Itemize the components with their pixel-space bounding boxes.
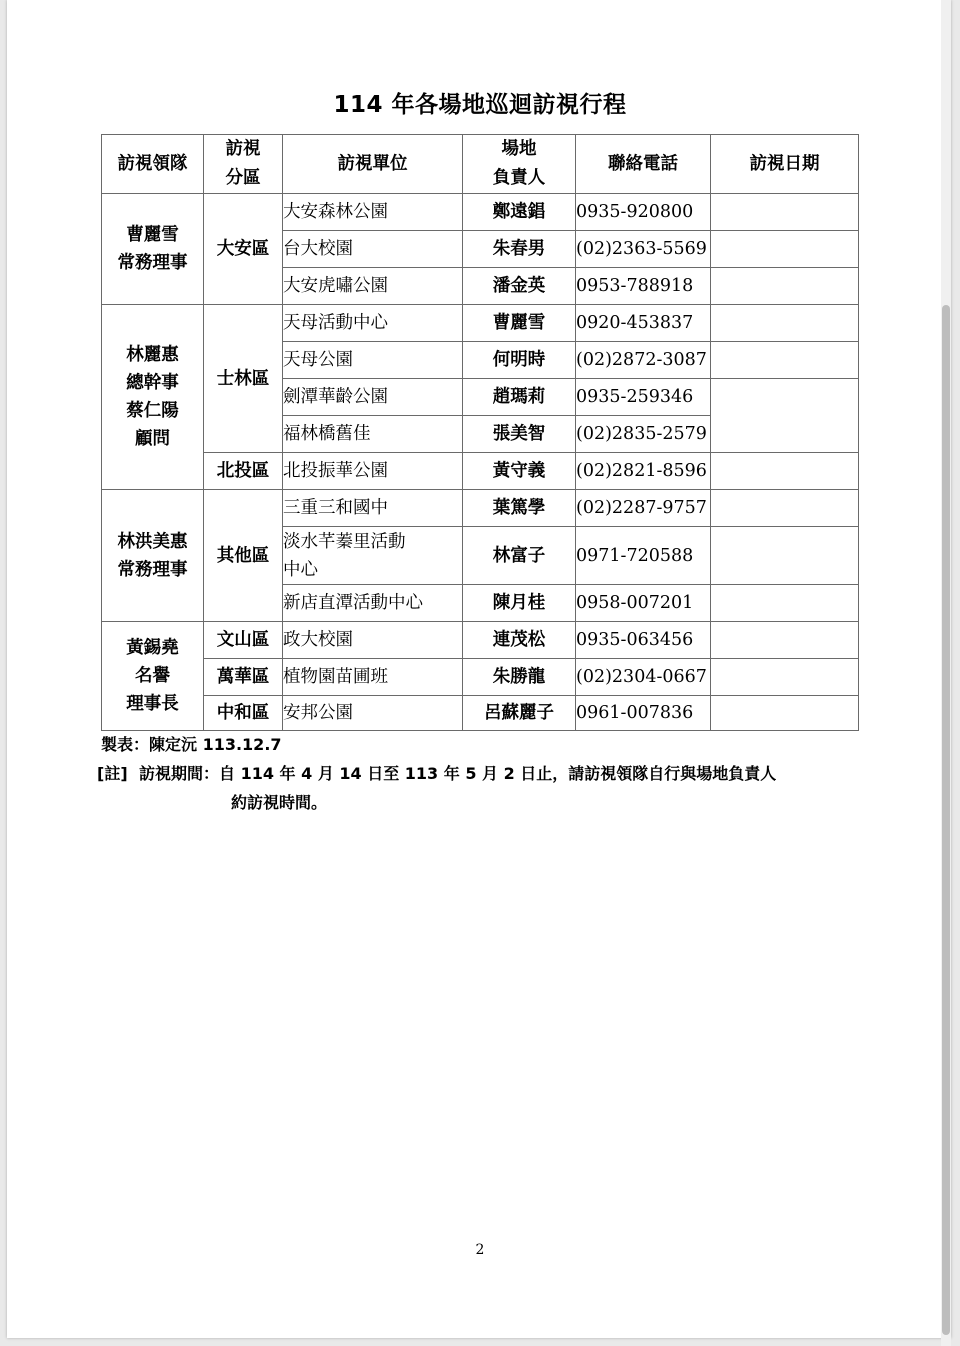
scrollbar[interactable] — [941, 0, 951, 1346]
venue-cell: 天母公園 — [283, 342, 463, 379]
phone-cell: (02)2304-0667 — [576, 659, 711, 696]
header-leader: 訪視領隊 — [102, 135, 204, 194]
date-cell — [711, 622, 859, 659]
area-cell: 士林區 — [204, 305, 283, 453]
area-cell: 中和區 — [204, 696, 283, 731]
header-area: 訪視 分區 — [204, 135, 283, 194]
person-cell: 呂蘇麗子 — [463, 696, 576, 731]
person-cell: 潘金英 — [463, 268, 576, 305]
person-cell: 黃守義 — [463, 453, 576, 490]
phone-cell: 0958-007201 — [576, 585, 711, 622]
venue-cell: 大安森林公園 — [283, 194, 463, 231]
phone-cell: (02)2821-8596 — [576, 453, 711, 490]
date-cell — [711, 585, 859, 622]
venue-cell: 新店直潭活動中心 — [283, 585, 463, 622]
date-cell — [711, 342, 859, 379]
table-row — [102, 305, 859, 342]
phone-cell: 0971-720588 — [576, 527, 711, 585]
date-cell — [711, 379, 859, 453]
venue-cell: 北投振華公園 — [283, 453, 463, 490]
phone-cell: (02)2287-9757 — [576, 490, 711, 527]
venue-cell: 劍潭華齡公園 — [283, 379, 463, 416]
phone-cell: (02)2835-2579 — [576, 416, 711, 453]
table-header-row — [102, 135, 859, 194]
venue-cell: 植物園苗圃班 — [283, 659, 463, 696]
person-cell: 林富子 — [463, 527, 576, 585]
phone-cell: 0953-788918 — [576, 268, 711, 305]
header-venue: 訪視單位 — [283, 135, 463, 194]
table-row — [102, 453, 859, 490]
area-cell: 其他區 — [204, 490, 283, 622]
area-cell: 文山區 — [204, 622, 283, 659]
schedule-table — [101, 134, 859, 731]
venue-cell: 天母活動中心 — [283, 305, 463, 342]
note-line-1: 訪視期間：自 114 年 4 月 14 日至 113 年 5 月 2 日止，請訪視領隊自行與場地負責人 — [139, 764, 777, 783]
person-cell: 朱春男 — [463, 231, 576, 268]
person-cell: 朱勝龍 — [463, 659, 576, 696]
leader-cell: 林麗惠 總幹事 蔡仁陽 顧問 — [102, 305, 204, 490]
venue-cell: 安邦公園 — [283, 696, 463, 731]
table-row — [102, 194, 859, 231]
person-cell: 鄭遠錩 — [463, 194, 576, 231]
header-date: 訪視日期 — [711, 135, 859, 194]
phone-cell: 0920-453837 — [576, 305, 711, 342]
venue-cell: 福林橋舊佳 — [283, 416, 463, 453]
date-cell — [711, 696, 859, 731]
date-cell — [711, 490, 859, 527]
phone-cell: 0935-063456 — [576, 622, 711, 659]
table-row — [102, 659, 859, 696]
venue-cell: 淡水芊蓁里活動 中心 — [283, 527, 463, 585]
date-cell — [711, 194, 859, 231]
table-row — [102, 490, 859, 527]
date-cell — [711, 527, 859, 585]
venue-cell: 大安虎嘯公園 — [283, 268, 463, 305]
phone-cell: (02)2363-5569 — [576, 231, 711, 268]
venue-cell: 台大校園 — [283, 231, 463, 268]
phone-cell: 0961-007836 — [576, 696, 711, 731]
leader-cell: 林洪美惠 常務理事 — [102, 490, 204, 622]
area-cell: 大安區 — [204, 194, 283, 305]
date-cell — [711, 231, 859, 268]
date-cell — [711, 268, 859, 305]
person-cell: 陳月桂 — [463, 585, 576, 622]
header-person: 場地 負責人 — [463, 135, 576, 194]
person-cell: 趙瑪莉 — [463, 379, 576, 416]
date-cell — [711, 453, 859, 490]
leader-cell: 黃錫堯 名譽 理事長 — [102, 622, 204, 731]
phone-cell: 0935-259346 — [576, 379, 711, 416]
leader-cell: 曹麗雪 常務理事 — [102, 194, 204, 305]
area-cell: 萬華區 — [204, 659, 283, 696]
table-row — [102, 622, 859, 659]
person-cell: 連茂松 — [463, 622, 576, 659]
person-cell: 曹麗雪 — [463, 305, 576, 342]
table-row — [102, 696, 859, 731]
note-label: [註] — [97, 764, 128, 783]
header-phone: 聯絡電話 — [576, 135, 711, 194]
phone-cell: (02)2872-3087 — [576, 342, 711, 379]
person-cell: 葉篤學 — [463, 490, 576, 527]
made-by: 製表：陳定沅 113.12.7 — [101, 735, 282, 754]
area-cell: 北投區 — [204, 453, 283, 490]
page-title: 114 年各場地巡迴訪視行程 — [333, 92, 627, 118]
scrollbar-thumb[interactable] — [942, 305, 950, 1335]
venue-cell: 三重三和國中 — [283, 490, 463, 527]
person-cell: 何明時 — [463, 342, 576, 379]
date-cell — [711, 659, 859, 696]
phone-cell: 0935-920800 — [576, 194, 711, 231]
note-line-2: 約訪視時間。 — [231, 793, 328, 812]
person-cell: 張美智 — [463, 416, 576, 453]
page-number: 2 — [475, 1242, 485, 1258]
date-cell — [711, 305, 859, 342]
venue-cell: 政大校園 — [283, 622, 463, 659]
